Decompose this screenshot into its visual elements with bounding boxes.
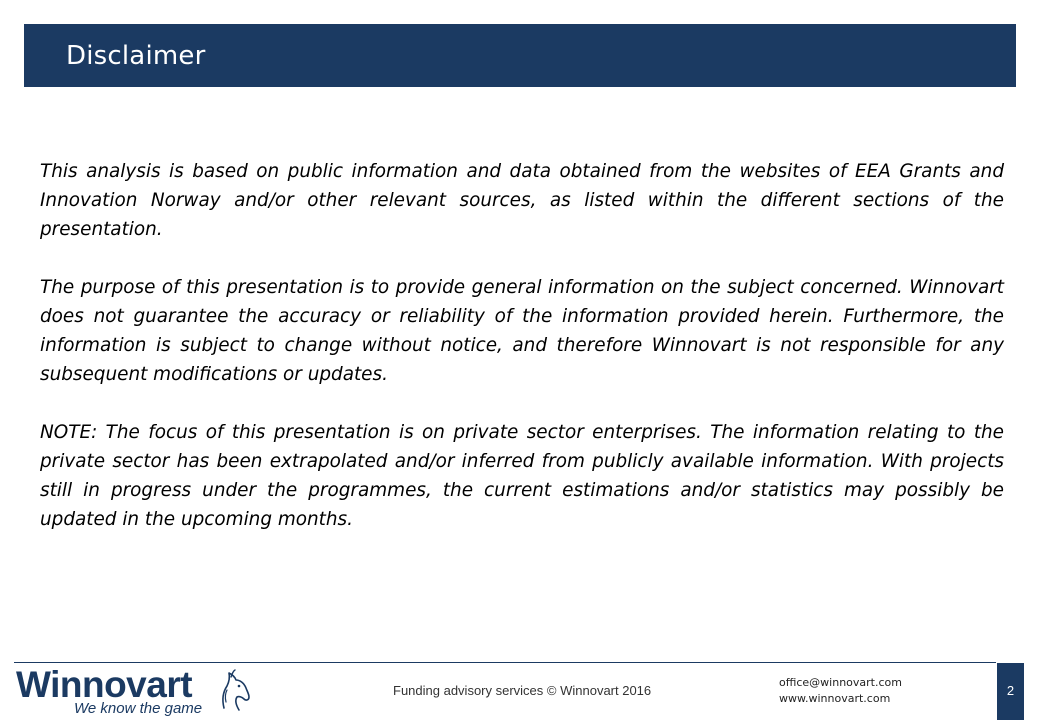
title-bar [24, 24, 1016, 87]
page-title: Disclaimer [66, 41, 206, 71]
disclaimer-paragraph-3: NOTE: The focus of this presentation is on private sector enterprises. The information relating to the private sector has been extrapolated and/or inferred from publicly available information. With projects still in progress under the programmes, the current estimations and/or statistics may possibly be updated in the upcoming months. [40, 422, 1004, 530]
footer-copyright: Funding advisory services © Winnovart 2016 [393, 683, 652, 698]
disclaimer-paragraph-2: The purpose of this presentation is to provide general information on the subject concerned. Winnovart does not guarantee the accuracy or reliability of the information provided herein. Furthermore, the information is subject to change without notice, and therefore Winnovart is not responsible for any subsequent modifications or updates. [40, 277, 1004, 385]
logo-wordmark: Winnovart [16, 664, 193, 705]
logo-tagline: We know the game [74, 700, 203, 717]
disclaimer-body [40, 157, 1004, 563]
page-number-box [997, 663, 1024, 720]
disclaimer-paragraph-1: This analysis is based on public information and data obtained from the websites of EEA Grants and Innovation Norway and/or other relevant sources, as listed within the different sections of the presentation. [40, 161, 1004, 240]
winnovart-logo [16, 664, 256, 718]
contact-website[interactable]: www.winnovart.com [779, 692, 891, 705]
footer-contact [779, 675, 902, 707]
horse-head-icon [216, 668, 252, 714]
page-number: 2 [1006, 683, 1015, 698]
contact-email[interactable]: office@winnovart.com [779, 676, 902, 689]
footer-divider [14, 662, 996, 663]
